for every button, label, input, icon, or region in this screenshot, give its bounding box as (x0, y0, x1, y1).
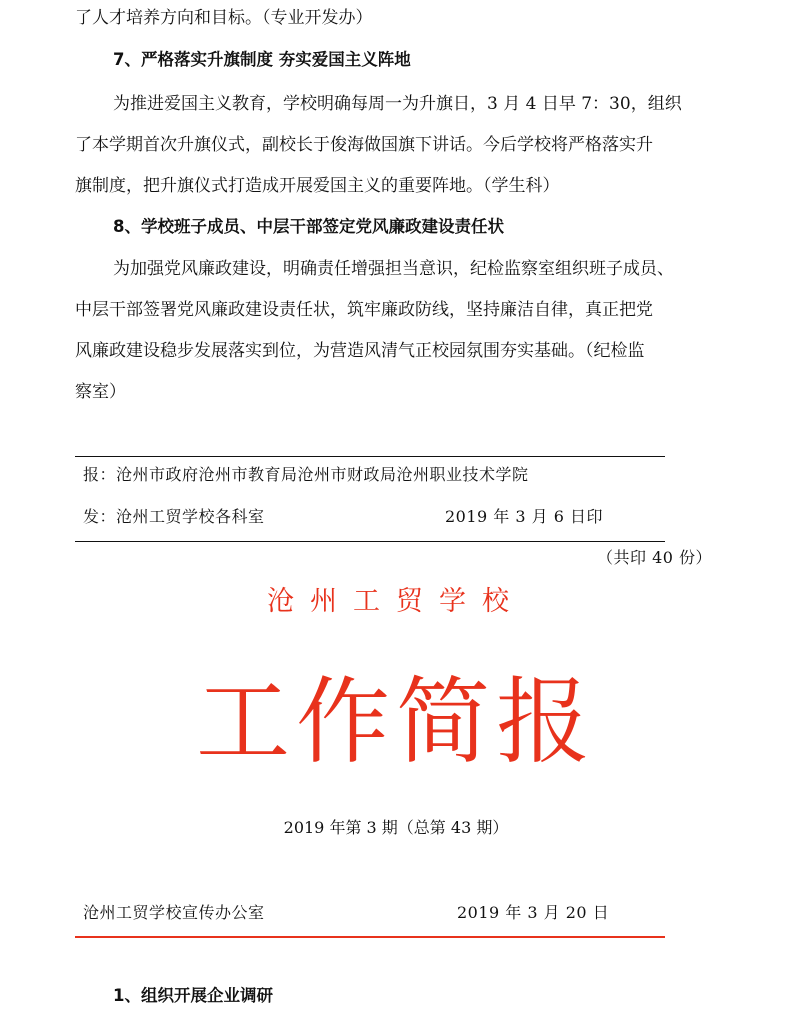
section-8-line-2: 中层干部签署党风廉政建设责任状，筑牢廉政防线，坚持廉洁自律，真正把党 (75, 300, 653, 320)
section-8-heading: 8、学校班子成员、中层干部签定党风廉政建设责任状 (113, 217, 504, 236)
paragraph-end: 了人才培养方向和目标。（专业开发办） (75, 8, 373, 28)
print-date: 2019 年 3 月 6 日印 (445, 507, 604, 526)
copies-count: （共印 40 份） (597, 548, 713, 567)
send-to-line: 发：沧州工贸学校各科室 (83, 507, 265, 526)
section-7-line-1: 为推进爱国主义教育，学校明确每周一为升旗日，3 月 4 日早 7：30，组织 (113, 94, 682, 114)
school-name: 沧州工贸学校 (267, 586, 525, 617)
footer-bottom-rule (75, 541, 665, 542)
section-8-line-4: 察室） (75, 382, 126, 402)
bulletin-title: 工作简报 (195, 668, 596, 777)
issuing-office: 沧州工贸学校宣传办公室 (83, 903, 265, 922)
section-1-heading: 1、组织开展企业调研 (113, 986, 273, 1005)
section-7-line-2: 了本学期首次升旗仪式，副校长于俊海做国旗下讲话。今后学校将严格落实升 (75, 135, 653, 155)
section-8-line-3: 风廉政建设稳步发展落实到位，为营造风清气正校园氛围夯实基础。（纪检监 (75, 341, 645, 361)
masthead-red-rule (75, 936, 665, 938)
issue-date: 2019 年 3 月 20 日 (457, 903, 610, 922)
section-7-heading: 7、严格落实升旗制度 夯实爱国主义阵地 (113, 50, 411, 69)
report-to-line: 报：沧州市政府沧州市教育局沧州市财政局沧州职业技术学院 (83, 465, 529, 484)
issue-number: 2019 年第 3 期（总第 43 期） (283, 818, 509, 837)
section-8-line-1: 为加强党风廉政建设，明确责任增强担当意识，纪检监察室组织班子成员、 (113, 259, 674, 279)
footer-top-rule (75, 456, 665, 457)
section-7-line-3: 旗制度，把升旗仪式打造成开展爱国主义的重要阵地。（学生科） (75, 176, 560, 196)
